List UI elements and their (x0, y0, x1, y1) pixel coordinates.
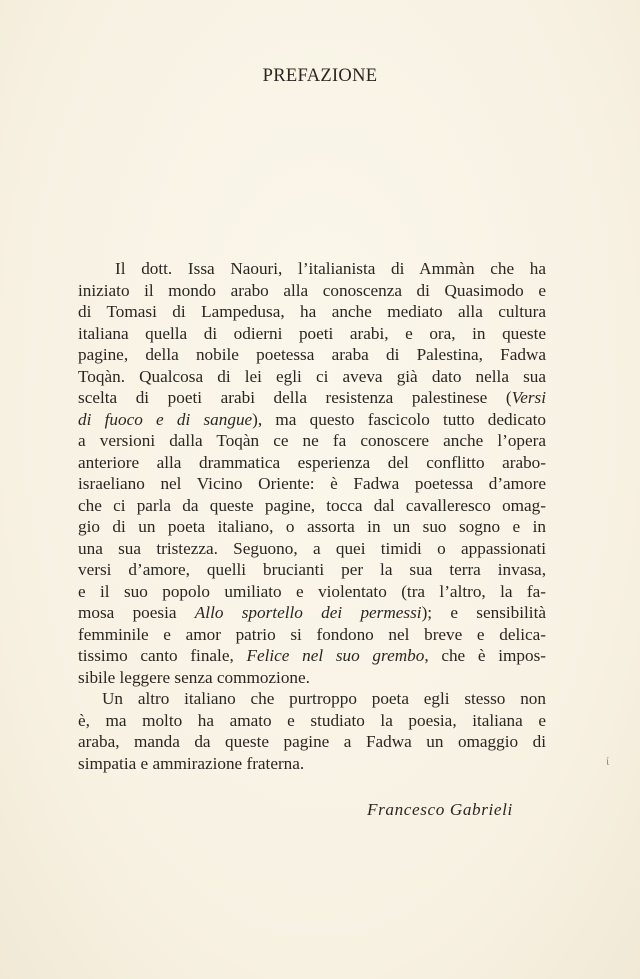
text-line: è, ma molto ha amato e studiato la poesia, italiana e (78, 710, 546, 730)
text-line: che ci parla da queste pagine, tocca dal cavalleresco omag- (78, 495, 546, 515)
text-line-italic-title: tissimo canto finale, Felice nel suo grembo, che è impos- (78, 646, 546, 665)
paper-speck: ί (606, 754, 610, 768)
text-line: versi d’amore, quelli brucianti per la sua terra invasa, (78, 560, 546, 579)
text-line: italiana quella di odierni poeti arabi, e ora, in queste (78, 323, 546, 343)
text-line: araba, manda da queste pagine a Fadwa un omaggio di (78, 732, 546, 751)
text-line-italic-title: di fuoco e di sangue), ma questo fascicolo tutto dedicato (78, 409, 546, 429)
text-line: simpatia e ammirazione fraterna. (78, 753, 305, 773)
page-title: PREFAZIONE (262, 66, 378, 86)
text-line: Il dott. Issa Naouri, l’italianista di Ammàn che ha (115, 259, 546, 278)
text-line: israeliano nel Vicino Oriente: è Fadwa poetessa d’amore (78, 474, 546, 493)
text-line: pagine, della nobile poetessa araba di Palestina, Fadwa (78, 345, 546, 364)
text-line: iniziato il mondo arabo alla conoscenza di Quasimodo e (78, 280, 546, 300)
text-line: e il suo popolo umiliato e violentato (tra l’altro, la fa- (78, 581, 546, 601)
paragraph-1 (78, 258, 546, 688)
text-line-italic-title: scelta di poeti arabi della resistenza palestinese (Versi (78, 388, 546, 407)
preface-body (78, 258, 546, 774)
text-line: di Tomasi di Lampedusa, ha anche mediato alla cultura (78, 302, 546, 321)
text-line: gio di un poeta italiano, o assorta in un suo sogno e in (78, 517, 546, 536)
paragraph-2 (78, 688, 546, 774)
text-line: femminile e amor patrio si fondono nel breve e delica- (78, 624, 546, 644)
text-line: sibile leggere senza commozione. (78, 667, 310, 687)
text-line: Toqàn. Qualcosa di lei egli ci aveva già dato nella sua (78, 366, 546, 386)
text-line: una sua tristezza. Seguono, a quei timidi o appassionati (78, 538, 546, 558)
text-line: a versioni dalla Toqàn ce ne fa conoscere anche l’opera (78, 431, 546, 450)
author-signature: Francesco Gabrieli (367, 800, 513, 819)
text-line: Un altro italiano che purtroppo poeta egli stesso non (102, 689, 546, 708)
text-line: anteriore alla drammatica esperienza del conflitto arabo- (78, 452, 546, 472)
text-line-italic-title: mosa poesia Allo sportello dei permessi); e sensibilità (78, 603, 546, 622)
